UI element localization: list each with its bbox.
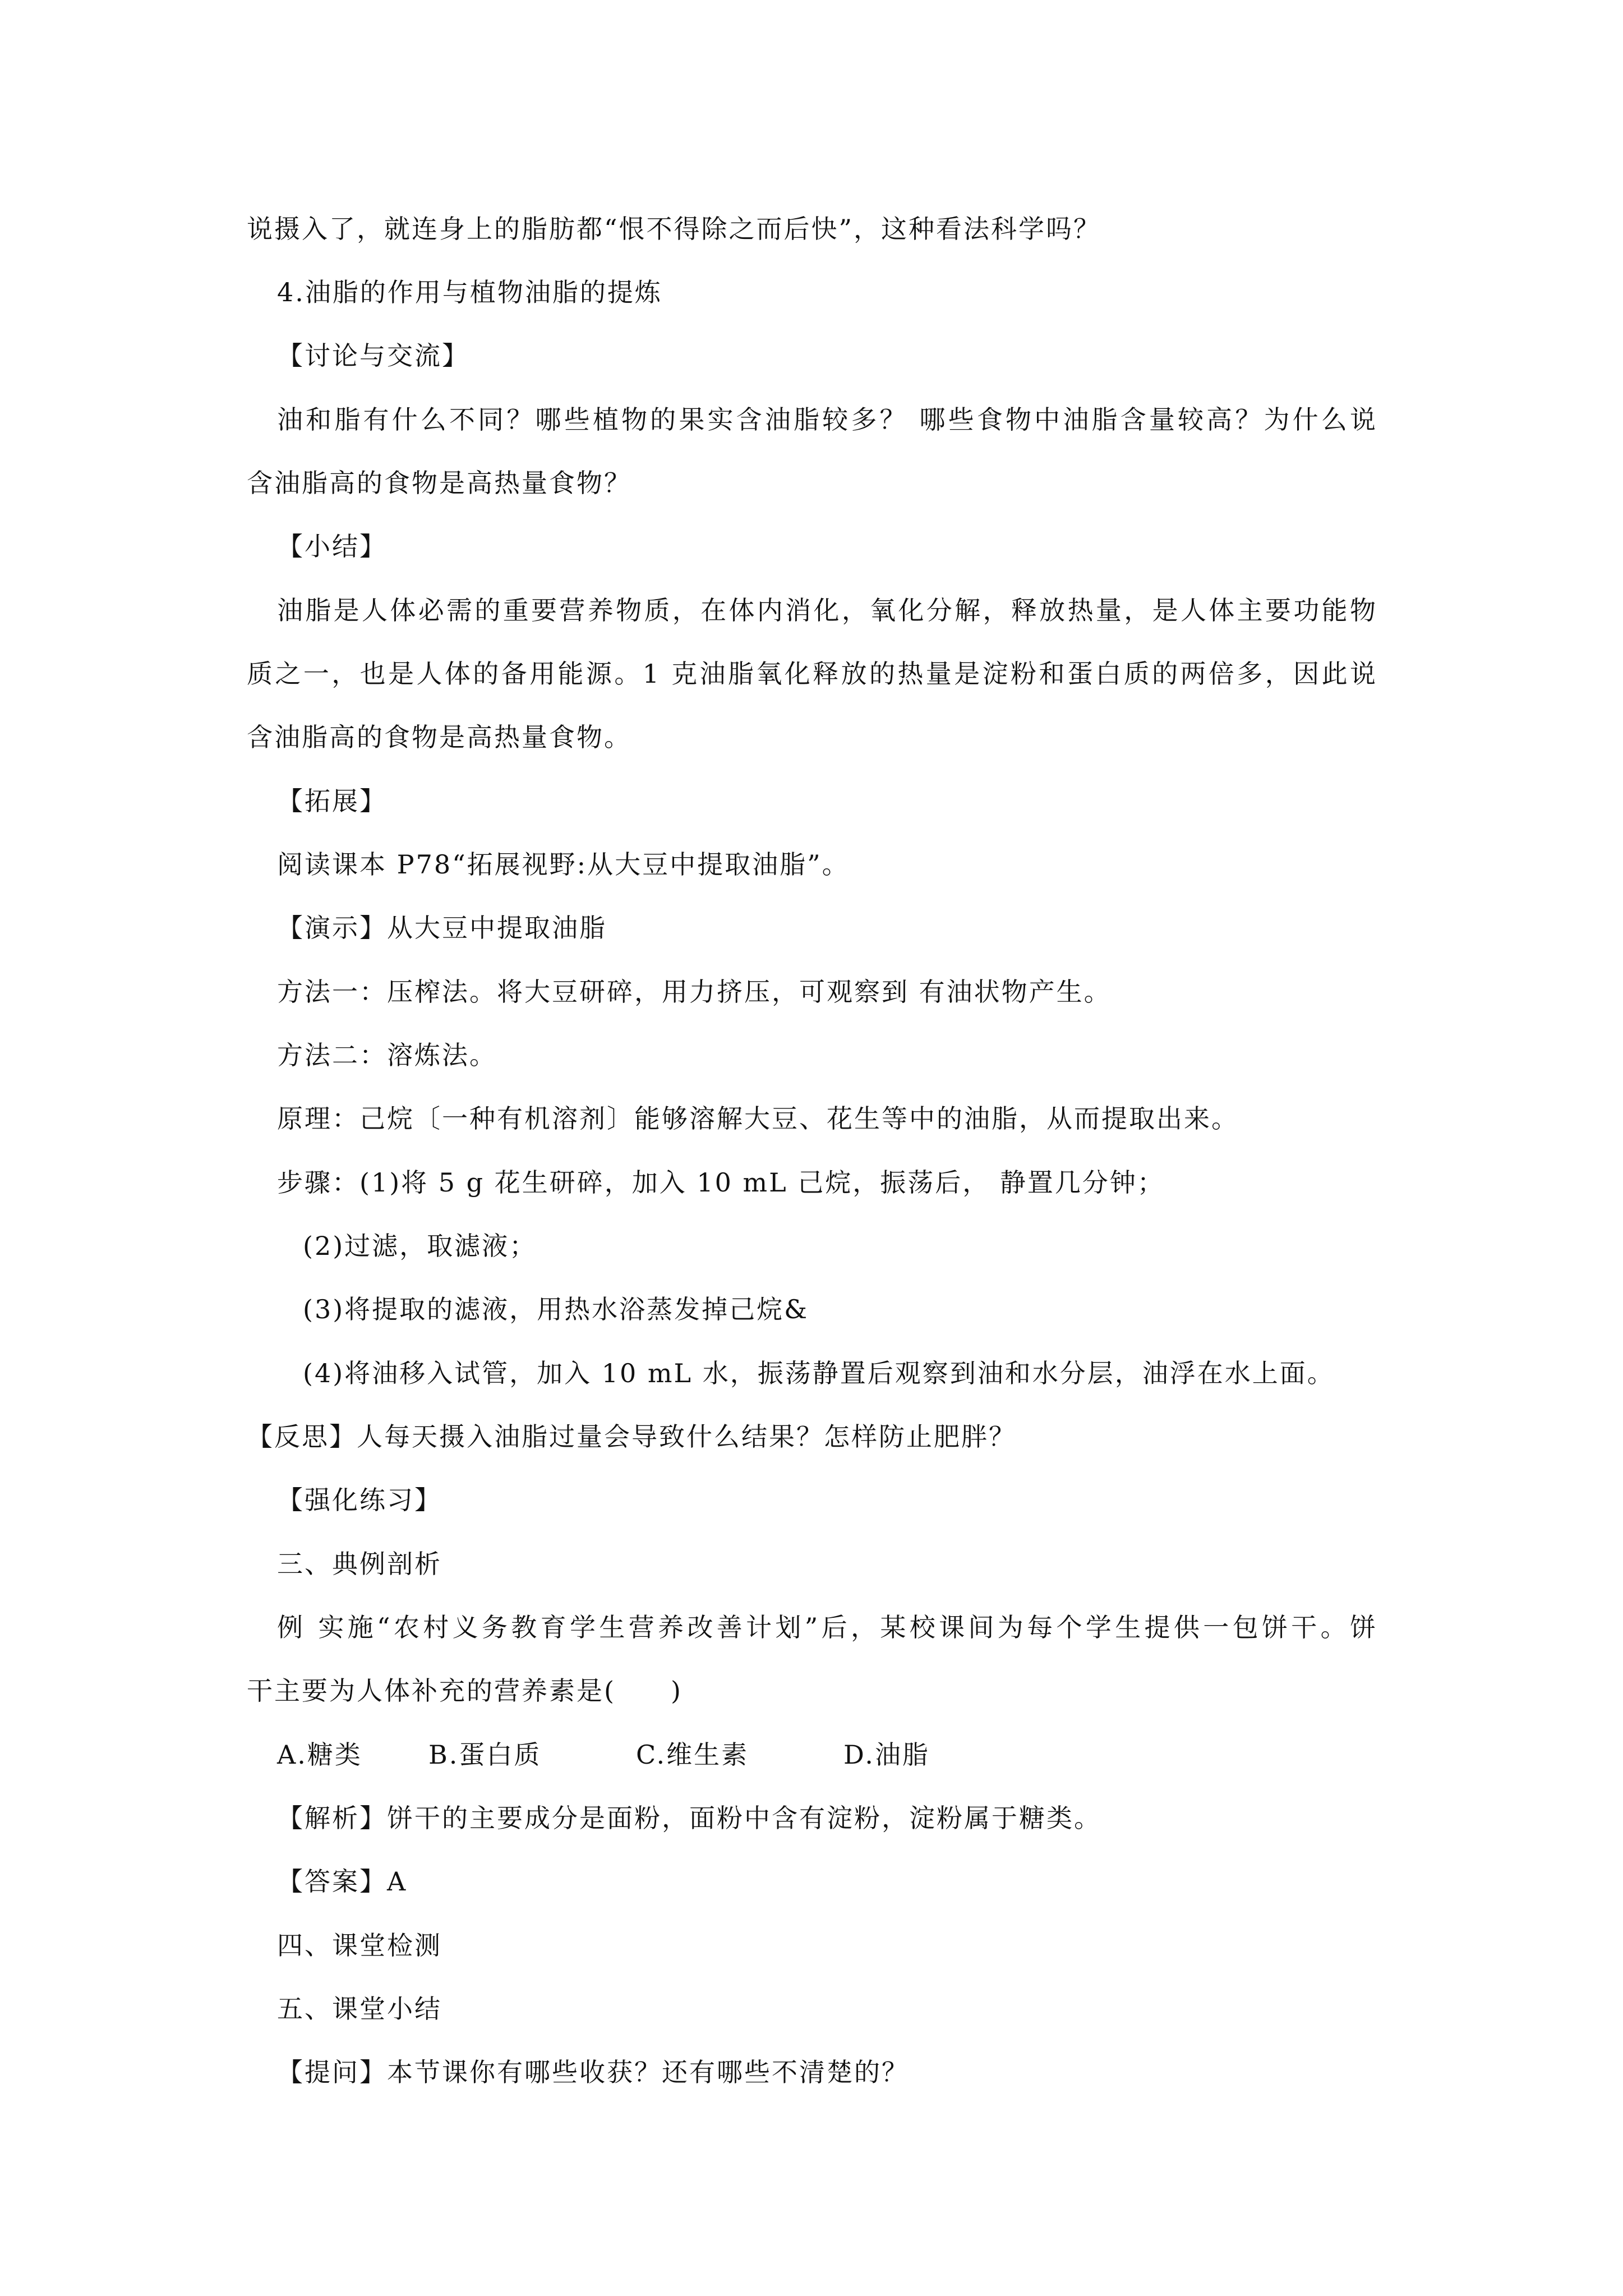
answer-line: 【答案】A [277,1866,408,1897]
analysis-line: 【解析】饼干的主要成分是面粉，面粉中含有淀粉，淀粉属于糖类。 [277,1803,1101,1833]
step-line: (4)将油移入试管，加入 10 mL 水，振荡静置后观察到油和水分层，油浮在水上面。 [303,1358,1335,1388]
step-line: (3)将提取的滤液，用热水浴蒸发掉己烷& [303,1294,809,1324]
paragraph-line: 原理：己烷〔一种有机溶剂〕能够溶解大豆、花生等中的油脂，从而提取出来。 [277,1103,1239,1134]
answer-choices [277,1738,930,1772]
paragraph-line: 说摄入了，就连身上的脂肪都“恨不得除之而后快”，这种看法科学吗？ [247,214,1101,244]
paragraph-line: 阅读课本 P78“拓展视野:从大豆中提取油脂”。 [277,849,850,880]
example-line: 例 实施“农村义务教育学生营养改善计划”后，某校课间为每个学生提供一包饼干。饼 [277,1612,1377,1642]
choice-c: C.维生素 [636,1740,749,1770]
choice-d: D.油脂 [843,1740,930,1770]
bracket-heading: 【小结】 [277,531,387,562]
bracket-heading: 【强化练习】 [277,1485,442,1515]
choice-b: B.蛋白质 [428,1740,542,1770]
section-heading: 五、课堂小结 [277,1994,442,2024]
step-line: (2)过滤，取滤液； [303,1231,537,1261]
section-heading: 四、课堂检测 [277,1930,442,1961]
section-heading: 4.油脂的作用与植物油脂的提炼 [277,277,662,307]
bracket-heading: 【反思】人每天摄入油脂过量会导致什么结果？怎样防止肥胖？ [247,1421,1016,1452]
paragraph-line: 油和脂有什么不同？哪些植物的果实含油脂较多？ 哪些食物中油脂含量较高？为什么说 [277,404,1377,435]
paragraph-line: 质之一，也是人体的备用能源。1 克油脂氧化释放的热量是淀粉和蛋白质的两倍多，因此说 [247,659,1377,689]
choice-a: A.糖类 [277,1740,362,1770]
paragraph-line: 含油脂高的食物是高热量食物。 [247,722,631,752]
example-line: 干主要为人体补充的营养素是( ) [247,1676,683,1706]
paragraph-line: 方法一：压榨法。将大豆研碎，用力挤压，可观察到 有油状物产生。 [277,977,1112,1007]
bracket-heading: 【演示】从大豆中提取油脂 [277,913,607,943]
bracket-heading: 【拓展】 [277,786,387,816]
question-line: 【提问】本节课你有哪些收获？还有哪些不清楚的？ [277,2057,909,2087]
paragraph-line: 步骤：(1)将 5 g 花生研碎，加入 10 mL 己烷，振荡后， 静置几分钟； [277,1167,1165,1198]
paragraph-line: 油脂是人体必需的重要营养物质，在体内消化，氧化分解，释放热量，是人体主要功能物 [277,595,1377,625]
paragraph-line: 含油脂高的食物是高热量食物？ [247,468,631,498]
bracket-heading: 【讨论与交流】 [277,341,469,371]
paragraph-line: 方法二：溶炼法。 [277,1040,497,1070]
section-heading: 三、典例剖析 [277,1549,442,1579]
